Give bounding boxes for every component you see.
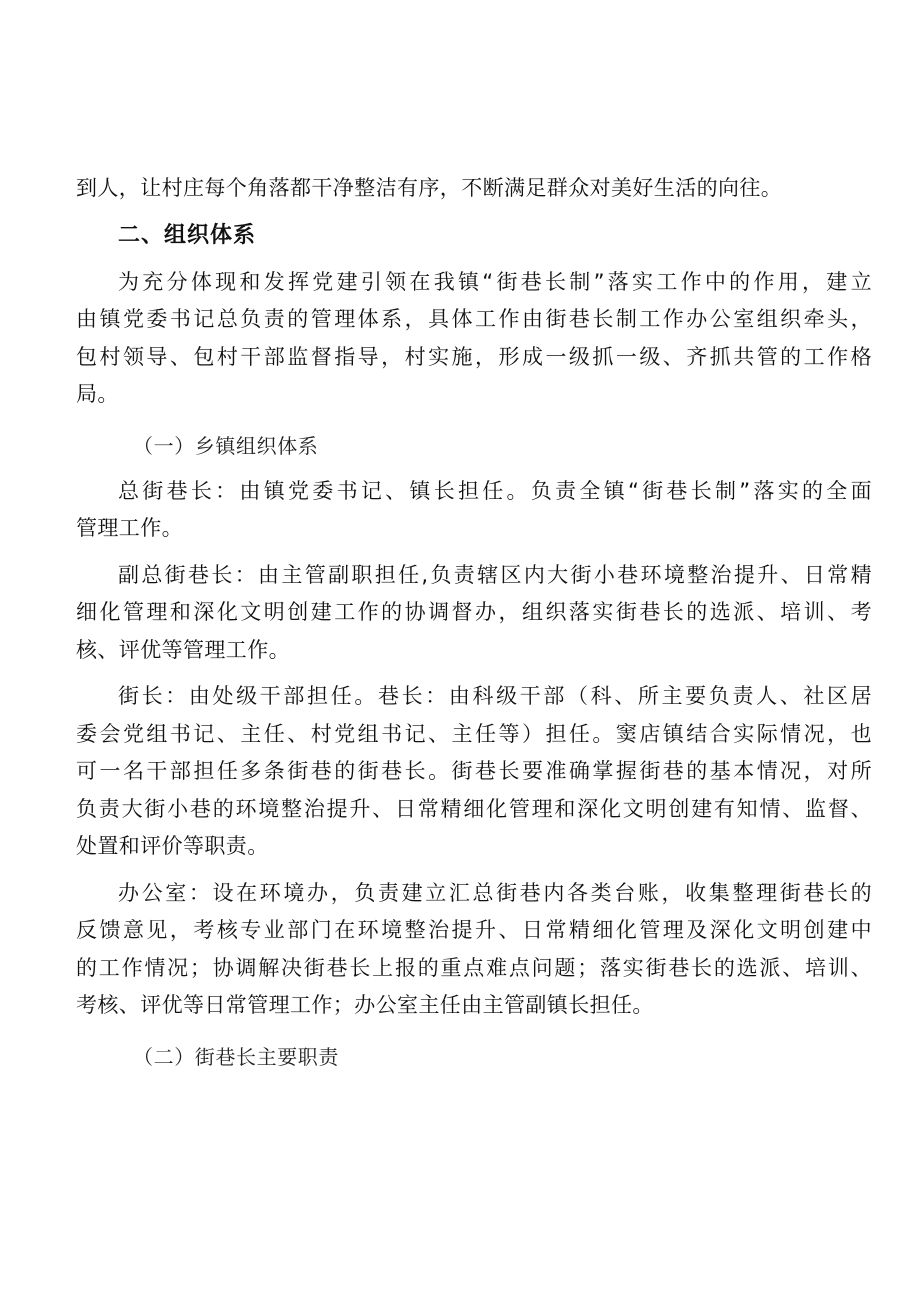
paragraph-spacer: [76, 866, 872, 875]
paragraph-line: 由镇党委书记总负责的管理体系，具体工作由街巷长制工作办公室组织牵头，: [76, 307, 872, 331]
paragraph-line: 考核、评优等日常管理工作；办公室主任由主管副镇长担任。: [76, 993, 654, 1017]
paragraph-line: 负责大街小巷的环境整治提升、日常精细化管理和深化文明创建有知情、监督、: [76, 796, 872, 821]
deputy-chief-paragraph: [76, 557, 872, 670]
opening-line: 到人，让村庄每个角落都干净整洁有序，不断满足群众对美好生活的向往。: [76, 176, 783, 200]
chief-paragraph: [76, 473, 872, 548]
paragraph-line: 的工作情况；协调解决街巷长上报的重点难点问题；落实街巷长的选派、培训、: [76, 955, 872, 980]
paragraph-line: 办公室：设在环境办，负责建立汇总街巷内各类台账，收集整理街巷长的: [118, 880, 872, 905]
paragraph-line: 总街巷长：由镇党委书记、镇长担任。负责全镇“街巷长制”落实的全面: [118, 478, 872, 503]
paragraph-line: 为充分体现和发挥党建引领在我镇“街巷长制”落实工作中的作用，建立: [118, 269, 872, 294]
paragraph-line: 委会党组书记、主任、村党组书记、主任等）担任。窦店镇结合实际情况，也: [76, 721, 872, 746]
paragraph-line: 核、评优等管理工作。: [76, 637, 290, 662]
subheading-township-organization: （一）乡镇组织体系: [133, 433, 319, 458]
opening-paragraph: [76, 170, 872, 208]
subheading-street-chief-duties: （二）街巷长主要职责: [133, 1044, 339, 1069]
street-alley-chief-paragraph: [76, 678, 872, 866]
paragraph-spacer: [76, 669, 872, 678]
paragraph-line: 可一名干部担任多条街巷的街巷长。街巷长要准确掌握街巷的基本情况，对所: [76, 759, 872, 783]
paragraph-line: 局。: [76, 382, 119, 406]
paragraph-spacer: [76, 548, 872, 557]
paragraph-line: 街长：由处级干部担任。巷长：由科级干部（科、所主要负责人、社区居: [118, 684, 872, 708]
paragraph-line: 处置和评价等职责。: [76, 834, 269, 858]
paragraph-line: 反馈意见，考核专业部门在环境整治提升、日常精细化管理及深化文明创建中: [76, 918, 872, 942]
paragraph-line: 细化管理和深化文明创建工作的协调督办，组织落实街巷长的选派、培训、考: [76, 600, 872, 624]
intro-paragraph: [76, 264, 872, 414]
office-paragraph: [76, 875, 872, 1025]
paragraph-line: 副总街巷长：由主管副职担任,负责辖区内大街小巷环境整治提升、日常精: [118, 562, 872, 587]
section-heading: 二、组织体系: [118, 222, 257, 248]
paragraph-line: 包村领导、包村干部监督指导，村实施，形成一级抓一级、齐抓共管的工作格: [76, 344, 872, 369]
paragraph-line: 管理工作。: [76, 516, 183, 540]
document-body: [76, 170, 872, 1084]
